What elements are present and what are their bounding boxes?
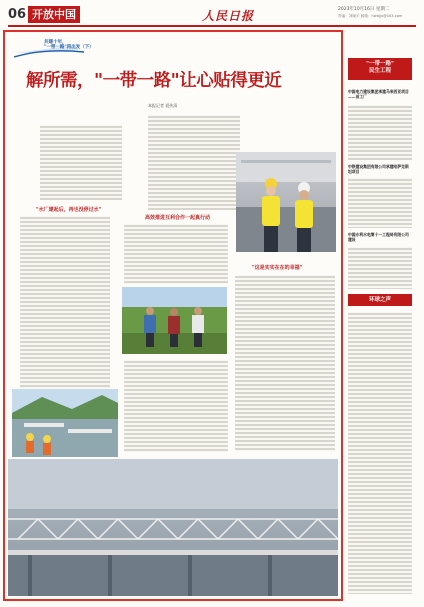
- section-title: 开放中国: [28, 6, 80, 23]
- text-block: [235, 275, 335, 451]
- subhead-2: 高效推进互利合作一起真行动: [145, 215, 211, 221]
- article-photo-bridge: [8, 459, 338, 596]
- sidebar-brand-text: "一带一路" 民生工程: [366, 61, 394, 74]
- sidebar-item-title: 中国电力建设集团承建马来西亚项目——首工厂: [348, 89, 409, 99]
- text-block: [348, 312, 412, 594]
- article-photo-workers: [236, 152, 336, 252]
- text-block: [20, 216, 110, 391]
- article-title: 解所需，"一带一路"让心贴得更近: [26, 71, 282, 91]
- sidebar-brand-header: [348, 58, 412, 80]
- sidebar-item: [348, 165, 412, 174]
- article-photo-water-plant: [12, 389, 118, 457]
- text-block: [124, 360, 228, 452]
- sidebar-item: [348, 233, 412, 242]
- page-header: [8, 5, 416, 27]
- voices-header: [348, 294, 412, 306]
- text-block: [124, 224, 228, 284]
- text-block: [148, 115, 240, 210]
- subhead-1: "水厂建起后，再也没停过水": [36, 207, 102, 213]
- byline: 本报记者 聂传清: [148, 103, 178, 108]
- sidebar-item: [348, 90, 412, 99]
- date-line: 2023年10月16日 星期二: [338, 7, 390, 12]
- editor-line: 责编：刘晓平 邮箱：hwbjjx@163.com: [338, 14, 403, 18]
- subhead-3: "这是实实在在的幸福": [252, 265, 303, 271]
- sidebar-item-title: 中铁建设集团有限公司承建哈萨克斯坦项目: [348, 164, 409, 174]
- kicker-text: 共建十年， "一带一路"再出发（下）: [44, 40, 94, 50]
- sidebar: [346, 30, 416, 601]
- masthead-logo: 人民日报: [202, 9, 255, 23]
- text-block: [348, 105, 412, 160]
- kicker-ribbon: [14, 38, 94, 60]
- lead-paragraph: [40, 125, 122, 200]
- sidebar-item-title: 中国水利水电第十一工程局有限公司建设: [348, 232, 409, 242]
- text-block: [348, 178, 412, 228]
- article-photo-field: [122, 287, 227, 354]
- page-number: 06: [8, 7, 27, 22]
- voices-header-text: 环球之声: [368, 297, 391, 303]
- text-block: [348, 247, 412, 289]
